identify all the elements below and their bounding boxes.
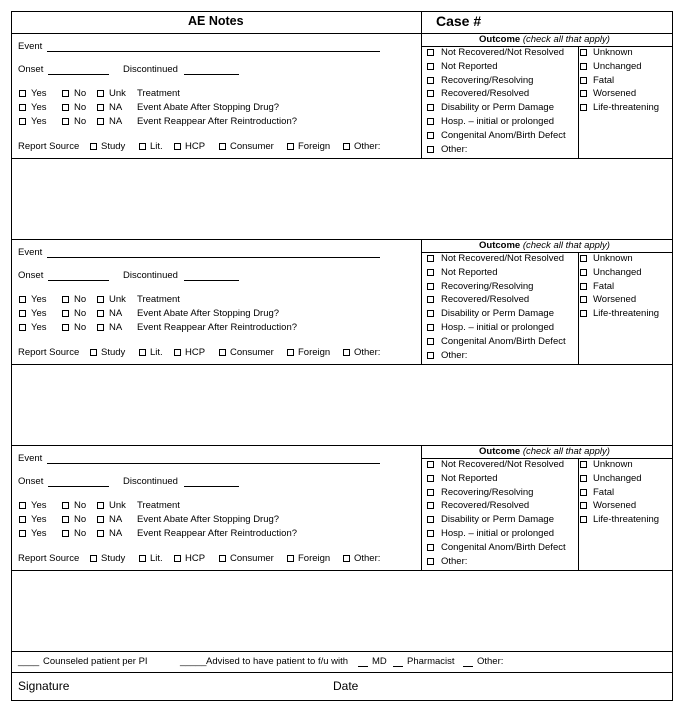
outcome-left-5-label: Hosp. – initial or prolonged xyxy=(441,322,555,333)
yes-label: Yes xyxy=(31,514,47,525)
outcome-right-1-checkbox[interactable] xyxy=(580,63,587,70)
signature-label: Signature xyxy=(18,679,70,693)
reappear-yes-checkbox[interactable] xyxy=(19,118,26,125)
abate-question: Event Abate After Stopping Drug? xyxy=(137,514,280,525)
outcome-left-5-checkbox[interactable] xyxy=(427,530,434,537)
outcome-note: (check all that apply) xyxy=(522,34,610,45)
outcome-left-0-label: Not Recovered/Not Resolved xyxy=(441,459,565,470)
report-source-5-label: Other: xyxy=(354,347,381,358)
report-source-1-label: Lit. xyxy=(150,347,163,358)
onset-label: Onset xyxy=(18,270,44,281)
report-source-1-checkbox[interactable] xyxy=(139,555,146,562)
outcome-right-0-label: Unknown xyxy=(593,459,633,470)
abate-yes-checkbox[interactable] xyxy=(19,104,26,111)
outcome-left-5-checkbox[interactable] xyxy=(427,324,434,331)
outcome-right-4-label: Life-threatening xyxy=(593,514,660,526)
treatment-no-checkbox[interactable] xyxy=(62,296,69,303)
discontinued-field[interactable] xyxy=(184,65,239,75)
section-2-notes-rule xyxy=(11,364,673,365)
outcome-left-7-label: Other: xyxy=(441,555,468,567)
discontinued-field[interactable] xyxy=(184,271,239,281)
abate-question: Event Abate After Stopping Drug? xyxy=(137,308,280,319)
report-source-3-label: Consumer xyxy=(230,553,274,564)
report-source-2-checkbox[interactable] xyxy=(174,349,181,356)
report-source-5-checkbox[interactable] xyxy=(343,555,350,562)
outcome-left-6-label: Congenital Anom/Birth Defect xyxy=(441,129,566,141)
report-source-1-checkbox[interactable] xyxy=(139,349,146,356)
outcome-right-4-label: Life-threatening xyxy=(593,308,660,320)
report-source-3-checkbox[interactable] xyxy=(219,143,226,150)
reappear-yes-checkbox[interactable] xyxy=(19,530,26,537)
advised-blank: _____ xyxy=(180,656,207,667)
report-source-4-label: Foreign xyxy=(298,553,331,564)
reappear-third-checkbox[interactable] xyxy=(97,530,104,537)
event-field[interactable] xyxy=(47,248,380,258)
signature-rule xyxy=(11,672,673,673)
treatment-no-checkbox[interactable] xyxy=(62,90,69,97)
outcome-left-0-checkbox[interactable] xyxy=(427,255,434,262)
report-source-label: Report Source xyxy=(18,553,80,564)
outcome-left-6-checkbox[interactable] xyxy=(427,544,434,551)
outcome-left-3-label: Recovered/Resolved xyxy=(441,500,530,512)
abate-no-checkbox[interactable] xyxy=(62,104,69,111)
report-source-5-label: Other: xyxy=(354,141,381,152)
section-3-outcome-divider xyxy=(578,458,579,570)
outcome-left-6-checkbox[interactable] xyxy=(427,338,434,345)
outcome-left-2-checkbox[interactable] xyxy=(427,283,434,290)
report-source-0-checkbox[interactable] xyxy=(90,555,97,562)
unk-na-label: Unk xyxy=(109,294,126,305)
counseled-label: Counseled patient per PI xyxy=(43,656,148,667)
onset-label: Onset xyxy=(18,64,44,75)
outcome-right-3-checkbox[interactable] xyxy=(580,90,587,97)
other-label: Other: xyxy=(477,656,504,667)
case-number-label: Case # xyxy=(436,13,482,29)
discontinued-label: Discontinued xyxy=(123,64,178,75)
yes-label: Yes xyxy=(31,308,47,319)
outcome-right-0-checkbox[interactable] xyxy=(580,255,587,262)
outcome-left-5-label: Hosp. – initial or prolonged xyxy=(441,116,555,127)
outcome-right-1-label: Unchanged xyxy=(593,266,642,278)
reappear-question: Event Reappear After Reintroduction? xyxy=(137,528,298,539)
yes-label: Yes xyxy=(31,116,47,127)
yes-label: Yes xyxy=(31,500,47,511)
reappear-question: Event Reappear After Reintroduction? xyxy=(137,322,298,333)
treatment-yes-checkbox[interactable] xyxy=(19,90,26,97)
outcome-right-2-checkbox[interactable] xyxy=(580,489,587,496)
onset-field[interactable] xyxy=(48,477,109,487)
outcome-right-0-checkbox[interactable] xyxy=(580,461,587,468)
abate-no-checkbox[interactable] xyxy=(62,516,69,523)
pharmacist-blank[interactable] xyxy=(393,657,403,667)
section-1-outcome-divider xyxy=(578,46,579,158)
outcome-left-1-label: Not Reported xyxy=(441,266,498,278)
no-label: No xyxy=(74,102,87,113)
outcome-left-1-checkbox[interactable] xyxy=(427,63,434,70)
yes-label: Yes xyxy=(31,102,47,113)
report-source-5-checkbox[interactable] xyxy=(343,143,350,150)
outcome-left-7-checkbox[interactable] xyxy=(427,558,434,565)
report-source-4-checkbox[interactable] xyxy=(287,143,294,150)
no-label: No xyxy=(74,514,87,525)
no-label: No xyxy=(74,88,87,99)
onset-field[interactable] xyxy=(48,271,109,281)
unk-na-label: NA xyxy=(109,116,123,127)
outcome-left-1-label: Not Reported xyxy=(441,60,498,72)
treatment-question: Treatment xyxy=(137,500,180,511)
outcome-left-2-checkbox[interactable] xyxy=(427,77,434,84)
outcome-left-4-checkbox[interactable] xyxy=(427,516,434,523)
treatment-question: Treatment xyxy=(137,294,180,305)
event-label: Event xyxy=(18,247,43,258)
report-source-1-label: Lit. xyxy=(150,141,163,152)
treatment-yes-checkbox[interactable] xyxy=(19,296,26,303)
report-source-0-label: Study xyxy=(101,347,126,358)
section-3-divider xyxy=(421,445,422,570)
report-source-3-label: Consumer xyxy=(230,141,274,152)
report-source-0-checkbox[interactable] xyxy=(90,349,97,356)
section-3-notes-rule xyxy=(11,570,673,571)
outcome-right-2-label: Fatal xyxy=(593,74,615,86)
unk-na-label: NA xyxy=(109,102,123,113)
report-source-4-label: Foreign xyxy=(298,347,331,358)
event-field[interactable] xyxy=(47,454,380,464)
unk-na-label: Unk xyxy=(109,88,126,99)
outcome-left-5-label: Hosp. – initial or prolonged xyxy=(441,528,555,539)
outcome-right-0-label: Unknown xyxy=(593,47,633,58)
report-source-4-checkbox[interactable] xyxy=(287,555,294,562)
outcome-right-4-checkbox[interactable] xyxy=(580,516,587,523)
abate-yes-checkbox[interactable] xyxy=(19,516,26,523)
outcome-left-3-checkbox[interactable] xyxy=(427,90,434,97)
event-label: Event xyxy=(18,41,43,52)
outcome-right-3-checkbox[interactable] xyxy=(580,502,587,509)
outcome-left-0-label: Not Recovered/Not Resolved xyxy=(441,253,565,264)
no-label: No xyxy=(74,500,87,511)
report-source-2-checkbox[interactable] xyxy=(174,143,181,150)
outcome-left-1-label: Not Reported xyxy=(441,472,498,484)
outcome-note: (check all that apply) xyxy=(522,240,610,251)
report-source-5-label: Other: xyxy=(354,553,381,564)
outcome-right-2-checkbox[interactable] xyxy=(580,77,587,84)
reappear-no-checkbox[interactable] xyxy=(62,118,69,125)
report-source-4-label: Foreign xyxy=(298,141,331,152)
report-source-3-checkbox[interactable] xyxy=(219,349,226,356)
page-title: AE Notes xyxy=(188,14,244,28)
reappear-third-checkbox[interactable] xyxy=(97,118,104,125)
outcome-title: Outcome xyxy=(479,446,521,457)
reappear-no-checkbox[interactable] xyxy=(62,530,69,537)
outcome-right-3-label: Worsened xyxy=(593,500,637,512)
report-source-2-checkbox[interactable] xyxy=(174,555,181,562)
outcome-left-6-label: Congenital Anom/Birth Defect xyxy=(441,335,566,347)
outcome-left-4-checkbox[interactable] xyxy=(427,104,434,111)
abate-third-checkbox[interactable] xyxy=(97,104,104,111)
report-source-3-label: Consumer xyxy=(230,347,274,358)
outcome-left-4-label: Disability or Perm Damage xyxy=(441,308,554,320)
section-1-divider xyxy=(421,33,422,158)
outcome-right-1-checkbox[interactable] xyxy=(580,475,587,482)
outcome-left-3-checkbox[interactable] xyxy=(427,502,434,509)
outcome-right-2-label: Fatal xyxy=(593,486,615,498)
outcome-left-4-label: Disability or Perm Damage xyxy=(441,514,554,526)
outcome-left-2-checkbox[interactable] xyxy=(427,489,434,496)
report-source-label: Report Source xyxy=(18,347,80,358)
treatment-yes-checkbox[interactable] xyxy=(19,502,26,509)
outcome-left-0-checkbox[interactable] xyxy=(427,49,434,56)
report-source-0-label: Study xyxy=(101,553,126,564)
report-source-2-label: HCP xyxy=(185,347,206,358)
reappear-third-checkbox[interactable] xyxy=(97,324,104,331)
outcome-left-2-label: Recovering/Resolving xyxy=(441,486,534,498)
no-label: No xyxy=(74,308,87,319)
no-label: No xyxy=(74,294,87,305)
outcome-left-2-label: Recovering/Resolving xyxy=(441,74,534,86)
abate-no-checkbox[interactable] xyxy=(62,310,69,317)
reappear-question: Event Reappear After Reintroduction? xyxy=(137,116,298,127)
outcome-right-1-label: Unchanged xyxy=(593,60,642,72)
yes-label: Yes xyxy=(31,528,47,539)
unk-na-label: NA xyxy=(109,514,123,525)
discontinued-label: Discontinued xyxy=(123,476,178,487)
treatment-third-checkbox[interactable] xyxy=(97,90,104,97)
report-source-3-checkbox[interactable] xyxy=(219,555,226,562)
report-source-1-label: Lit. xyxy=(150,553,163,564)
report-source-2-label: HCP xyxy=(185,141,206,152)
event-field[interactable] xyxy=(47,42,380,52)
date-label: Date xyxy=(333,679,359,693)
unk-na-label: NA xyxy=(109,528,123,539)
outcome-left-1-checkbox[interactable] xyxy=(427,269,434,276)
yes-label: Yes xyxy=(31,294,47,305)
outcome-left-5-checkbox[interactable] xyxy=(427,118,434,125)
outcome-right-1-label: Unchanged xyxy=(593,472,642,484)
other-blank[interactable] xyxy=(463,657,473,667)
no-label: No xyxy=(74,322,87,333)
discontinued-field[interactable] xyxy=(184,477,239,487)
outcome-left-3-label: Recovered/Resolved xyxy=(441,88,530,100)
outcome-left-0-label: Not Recovered/Not Resolved xyxy=(441,47,565,58)
discontinued-label: Discontinued xyxy=(123,270,178,281)
outcome-header xyxy=(479,446,610,458)
outcome-left-6-label: Congenital Anom/Birth Defect xyxy=(441,541,566,553)
outcome-left-2-label: Recovering/Resolving xyxy=(441,280,534,292)
report-source-4-checkbox[interactable] xyxy=(287,349,294,356)
yes-label: Yes xyxy=(31,88,47,99)
outcome-right-2-label: Fatal xyxy=(593,280,615,292)
report-source-label: Report Source xyxy=(18,141,80,152)
outcome-left-7-label: Other: xyxy=(441,349,468,361)
unk-na-label: NA xyxy=(109,322,123,333)
outcome-left-6-checkbox[interactable] xyxy=(427,132,434,139)
advised-label: Advised to have patient to f/u with xyxy=(206,656,349,667)
abate-yes-checkbox[interactable] xyxy=(19,310,26,317)
section-1-notes-rule xyxy=(11,158,673,159)
no-label: No xyxy=(74,528,87,539)
outcome-right-3-label: Worsened xyxy=(593,294,637,306)
outcome-right-4-checkbox[interactable] xyxy=(580,104,587,111)
outcome-header xyxy=(479,240,610,252)
event-label: Event xyxy=(18,453,43,464)
outcome-left-4-label: Disability or Perm Damage xyxy=(441,102,554,114)
report-source-0-label: Study xyxy=(101,141,126,152)
outcome-right-2-checkbox[interactable] xyxy=(580,283,587,290)
section-2-outcome-divider xyxy=(578,252,579,364)
outcome-note: (check all that apply) xyxy=(522,446,610,457)
reappear-no-checkbox[interactable] xyxy=(62,324,69,331)
report-source-0-checkbox[interactable] xyxy=(90,143,97,150)
outcome-right-3-label: Worsened xyxy=(593,88,637,100)
md-blank[interactable] xyxy=(358,657,368,667)
onset-label: Onset xyxy=(18,476,44,487)
outcome-left-0-checkbox[interactable] xyxy=(427,461,434,468)
outcome-right-0-checkbox[interactable] xyxy=(580,49,587,56)
outcome-right-4-checkbox[interactable] xyxy=(580,310,587,317)
outcome-left-7-label: Other: xyxy=(441,143,468,155)
treatment-third-checkbox[interactable] xyxy=(97,296,104,303)
treatment-third-checkbox[interactable] xyxy=(97,502,104,509)
no-label: No xyxy=(74,116,87,127)
md-label: MD xyxy=(372,656,387,667)
unk-na-label: NA xyxy=(109,308,123,319)
abate-question: Event Abate After Stopping Drug? xyxy=(137,102,280,113)
outcome-left-7-checkbox[interactable] xyxy=(427,352,434,359)
outcome-left-4-checkbox[interactable] xyxy=(427,310,434,317)
footer-top-rule xyxy=(11,651,673,652)
report-source-2-label: HCP xyxy=(185,553,206,564)
outcome-left-3-label: Recovered/Resolved xyxy=(441,294,530,306)
report-source-1-checkbox[interactable] xyxy=(139,143,146,150)
pharmacist-label: Pharmacist xyxy=(407,656,455,667)
outcome-title: Outcome xyxy=(479,34,521,45)
section-2-divider xyxy=(421,239,422,364)
report-source-5-checkbox[interactable] xyxy=(343,349,350,356)
outcome-right-4-label: Life-threatening xyxy=(593,102,660,114)
reappear-yes-checkbox[interactable] xyxy=(19,324,26,331)
outcome-right-1-checkbox[interactable] xyxy=(580,269,587,276)
counseled-blank: ____ xyxy=(18,656,40,667)
abate-third-checkbox[interactable] xyxy=(97,516,104,523)
onset-field[interactable] xyxy=(48,65,109,75)
yes-label: Yes xyxy=(31,322,47,333)
outcome-right-3-checkbox[interactable] xyxy=(580,296,587,303)
outcome-title: Outcome xyxy=(479,240,521,251)
outcome-right-0-label: Unknown xyxy=(593,253,633,264)
outcome-header xyxy=(479,34,610,46)
abate-third-checkbox[interactable] xyxy=(97,310,104,317)
unk-na-label: Unk xyxy=(109,500,126,511)
outcome-left-3-checkbox[interactable] xyxy=(427,296,434,303)
treatment-no-checkbox[interactable] xyxy=(62,502,69,509)
treatment-question: Treatment xyxy=(137,88,180,99)
outcome-left-1-checkbox[interactable] xyxy=(427,475,434,482)
outcome-left-7-checkbox[interactable] xyxy=(427,146,434,153)
